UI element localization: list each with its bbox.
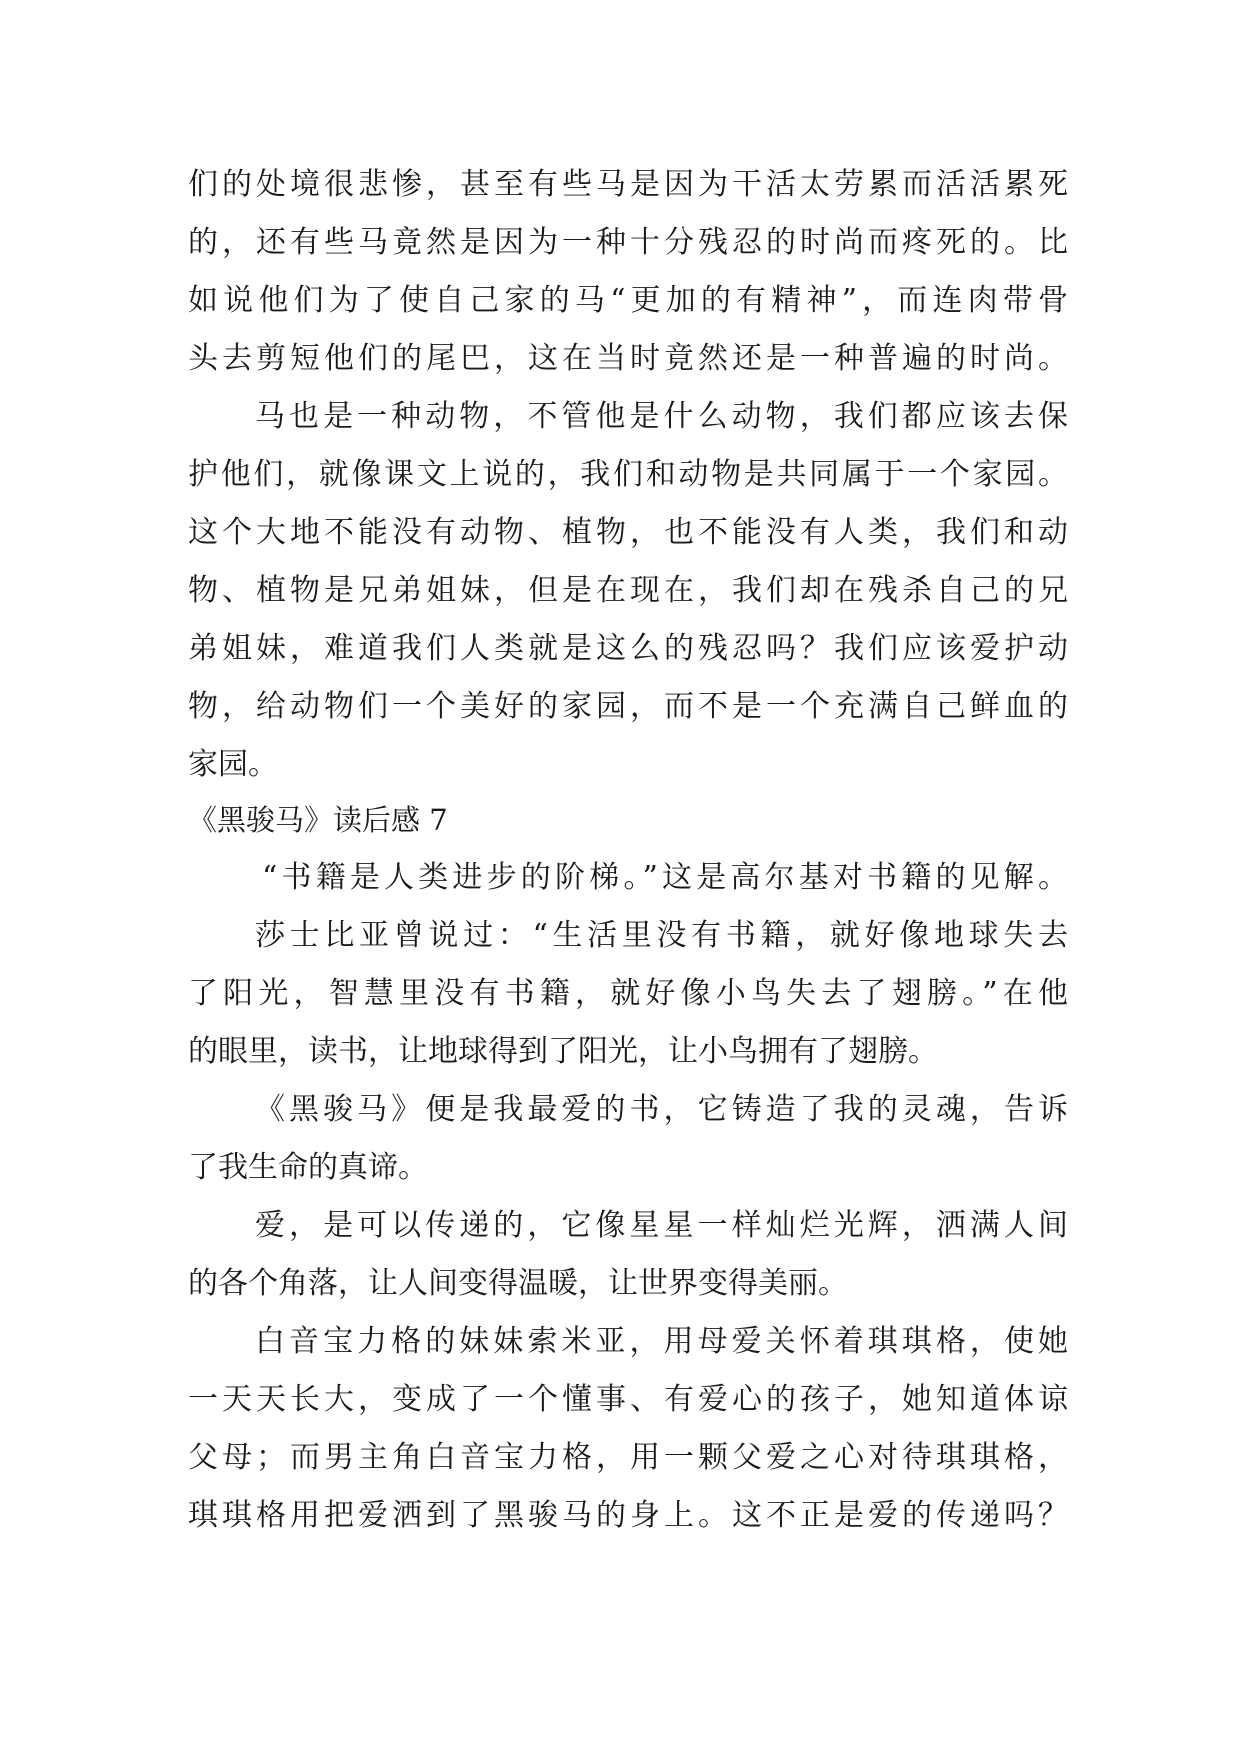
text-line: 琪琪格用把爱洒到了黑骏马的身上。这不正是爱的传递吗？ [188, 1498, 1068, 1533]
text-line: 家园。 [188, 747, 278, 782]
paragraph-first-line: 马也是一种动物，不管他是什么动物，我们都应该去保 [255, 399, 1068, 434]
section-heading: 《黑骏马》读后感 7 [188, 803, 448, 837]
text-line: 这个大地不能没有动物、植物，也不能没有人类，我们和动 [188, 515, 1068, 550]
text-line: 了阳光，智慧里没有书籍，就好像小鸟失去了翅膀。”在他 [188, 976, 1068, 1011]
text-line: 的各个角落，让人间变得温暖，让世界变得美丽。 [188, 1266, 848, 1301]
text-line: 弟姐妹，难道我们人类就是这么的残忍吗？我们应该爱护动 [188, 631, 1068, 666]
paragraph-first-line: “书籍是人类进步的阶梯。”这是高尔基对书籍的见解。 [262, 860, 1068, 895]
text-line: 如说他们为了使自己家的马“更加的有精神”，而连肉带骨 [188, 283, 1068, 318]
paragraph-first-line: 《黑骏马》便是我最爱的书，它铸造了我的灵魂，告诉 [255, 1092, 1068, 1127]
text-line: 头去剪短他们的尾巴，这在当时竟然还是一种普遍的时尚。 [188, 341, 1068, 376]
paragraph-first-line: 莎士比亚曾说过：“生活里没有书籍，就好像地球失去 [255, 918, 1068, 953]
text-line: 父母；而男主角白音宝力格，用一颗父爱之心对待琪琪格， [188, 1440, 1068, 1475]
paragraph-first-line: 爱，是可以传递的，它像星星一样灿烂光辉，洒满人间 [255, 1208, 1068, 1243]
text-line: 护他们，就像课文上说的，我们和动物是共同属于一个家园。 [188, 457, 1068, 492]
text-line: 的眼里，读书，让地球得到了阳光，让小鸟拥有了翅膀。 [188, 1034, 938, 1069]
text-line: 物、植物是兄弟姐妹，但是在现在，我们却在残杀自己的兄 [188, 573, 1068, 608]
text-line: 一天天长大，变成了一个懂事、有爱心的孩子，她知道体谅 [188, 1382, 1068, 1417]
text-line: 的，还有些马竟然是因为一种十分残忍的时尚而疼死的。比 [188, 225, 1068, 260]
text-line: 物，给动物们一个美好的家园，而不是一个充满自己鲜血的 [188, 689, 1068, 724]
text-line: 了我生命的真谛。 [188, 1150, 428, 1185]
text-line: 们的处境很悲惨，甚至有些马是因为干活太劳累而活活累死 [188, 167, 1068, 202]
paragraph-first-line: 白音宝力格的妹妹索米亚，用母爱关怀着琪琪格，使她 [255, 1324, 1068, 1359]
